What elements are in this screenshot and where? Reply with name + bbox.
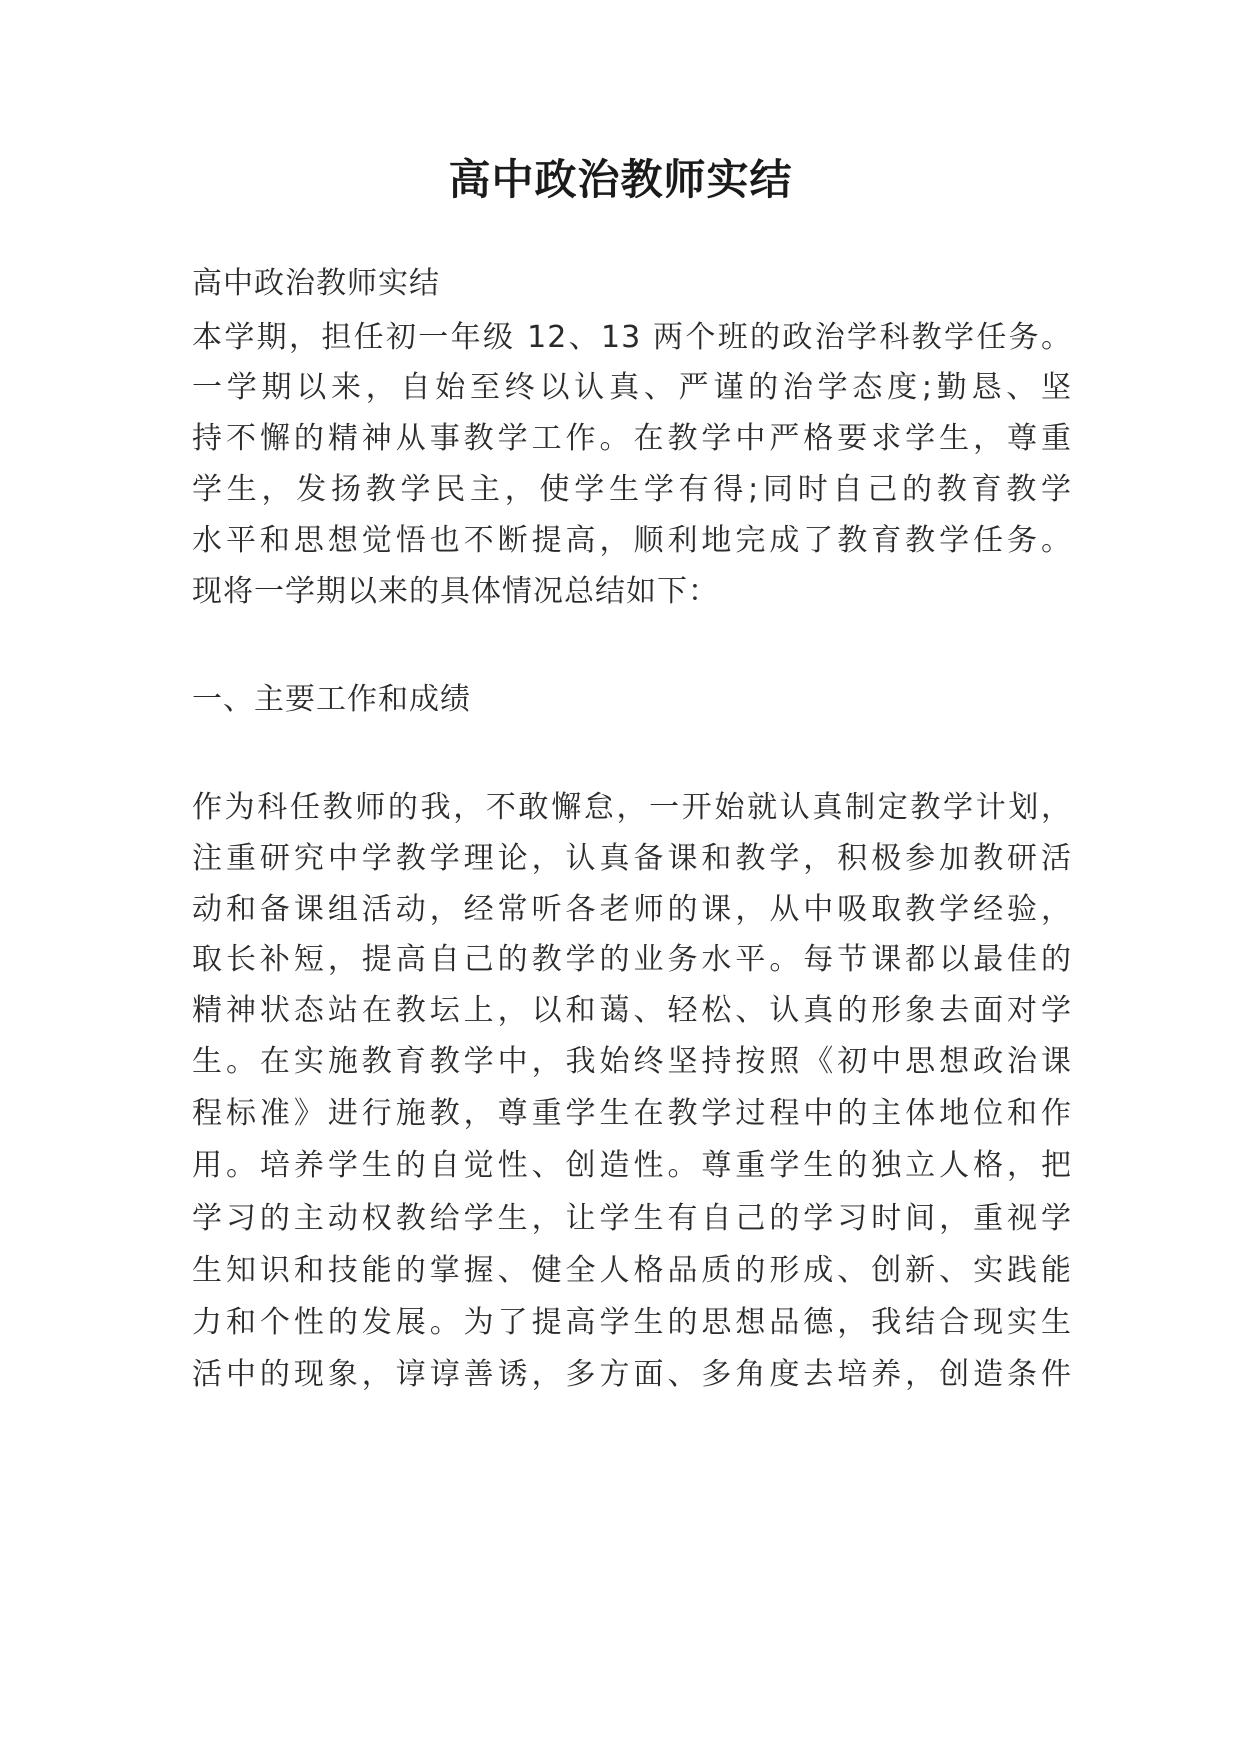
body-line: 取长补短，提高自己的教学的业务水平。每节课都以最佳的	[192, 942, 1072, 977]
intro-line: 一学期以来，自始至终以认真、严谨的治学态度;勤恳、坚	[192, 370, 1072, 405]
body-line: 用。培养学生的自觉性、创造性。尊重学生的独立人格，把	[192, 1148, 1072, 1183]
body-line: 注重研究中学教学理论，认真备课和教学，积极参加教研活	[192, 841, 1072, 876]
body-line: 力和个性的发展。为了提高学生的思想品德，我结合现实生	[192, 1305, 1072, 1340]
body-line: 生知识和技能的掌握、健全人格品质的形成、创新、实践能	[192, 1253, 1072, 1288]
intro-line: 水平和思想觉悟也不断提高，顺利地完成了教育教学任务。	[192, 523, 1072, 558]
body-line: 精神状态站在教坛上，以和蔼、轻松、认真的形象去面对学	[192, 993, 1072, 1028]
body-line: 动和备课组活动，经常听各老师的课，从中吸取教学经验，	[192, 892, 1072, 927]
intro-line: 持不懈的精神从事教学工作。在教学中严格要求学生，尊重	[192, 421, 1072, 456]
intro-line: 本学期，担任初一年级 12、13 两个班的政治学科教学任务。	[192, 320, 1072, 355]
body-line: 学习的主动权教给学生，让学生有自己的学习时间，重视学	[192, 1201, 1072, 1236]
document-title: 高中政治教师实结	[448, 155, 793, 204]
intro-line: 现将一学期以来的具体情况总结如下：	[192, 574, 719, 609]
intro-line: 学生，发扬教学民主，使学生学有得;同时自己的教育教学	[192, 472, 1072, 507]
section-heading: 一、主要工作和成绩	[192, 682, 471, 717]
document-subtitle: 高中政治教师实结	[192, 266, 440, 301]
body-line: 活中的现象，谆谆善诱，多方面、多角度去培养，创造条件	[192, 1357, 1072, 1392]
body-line: 作为科任教师的我，不敢懈怠，一开始就认真制定教学计划，	[192, 790, 1072, 825]
body-line: 程标准》进行施教，尊重学生在教学过程中的主体地位和作	[192, 1096, 1072, 1131]
body-line: 生。在实施教育教学中，我始终坚持按照《初中思想政治课	[192, 1044, 1072, 1079]
